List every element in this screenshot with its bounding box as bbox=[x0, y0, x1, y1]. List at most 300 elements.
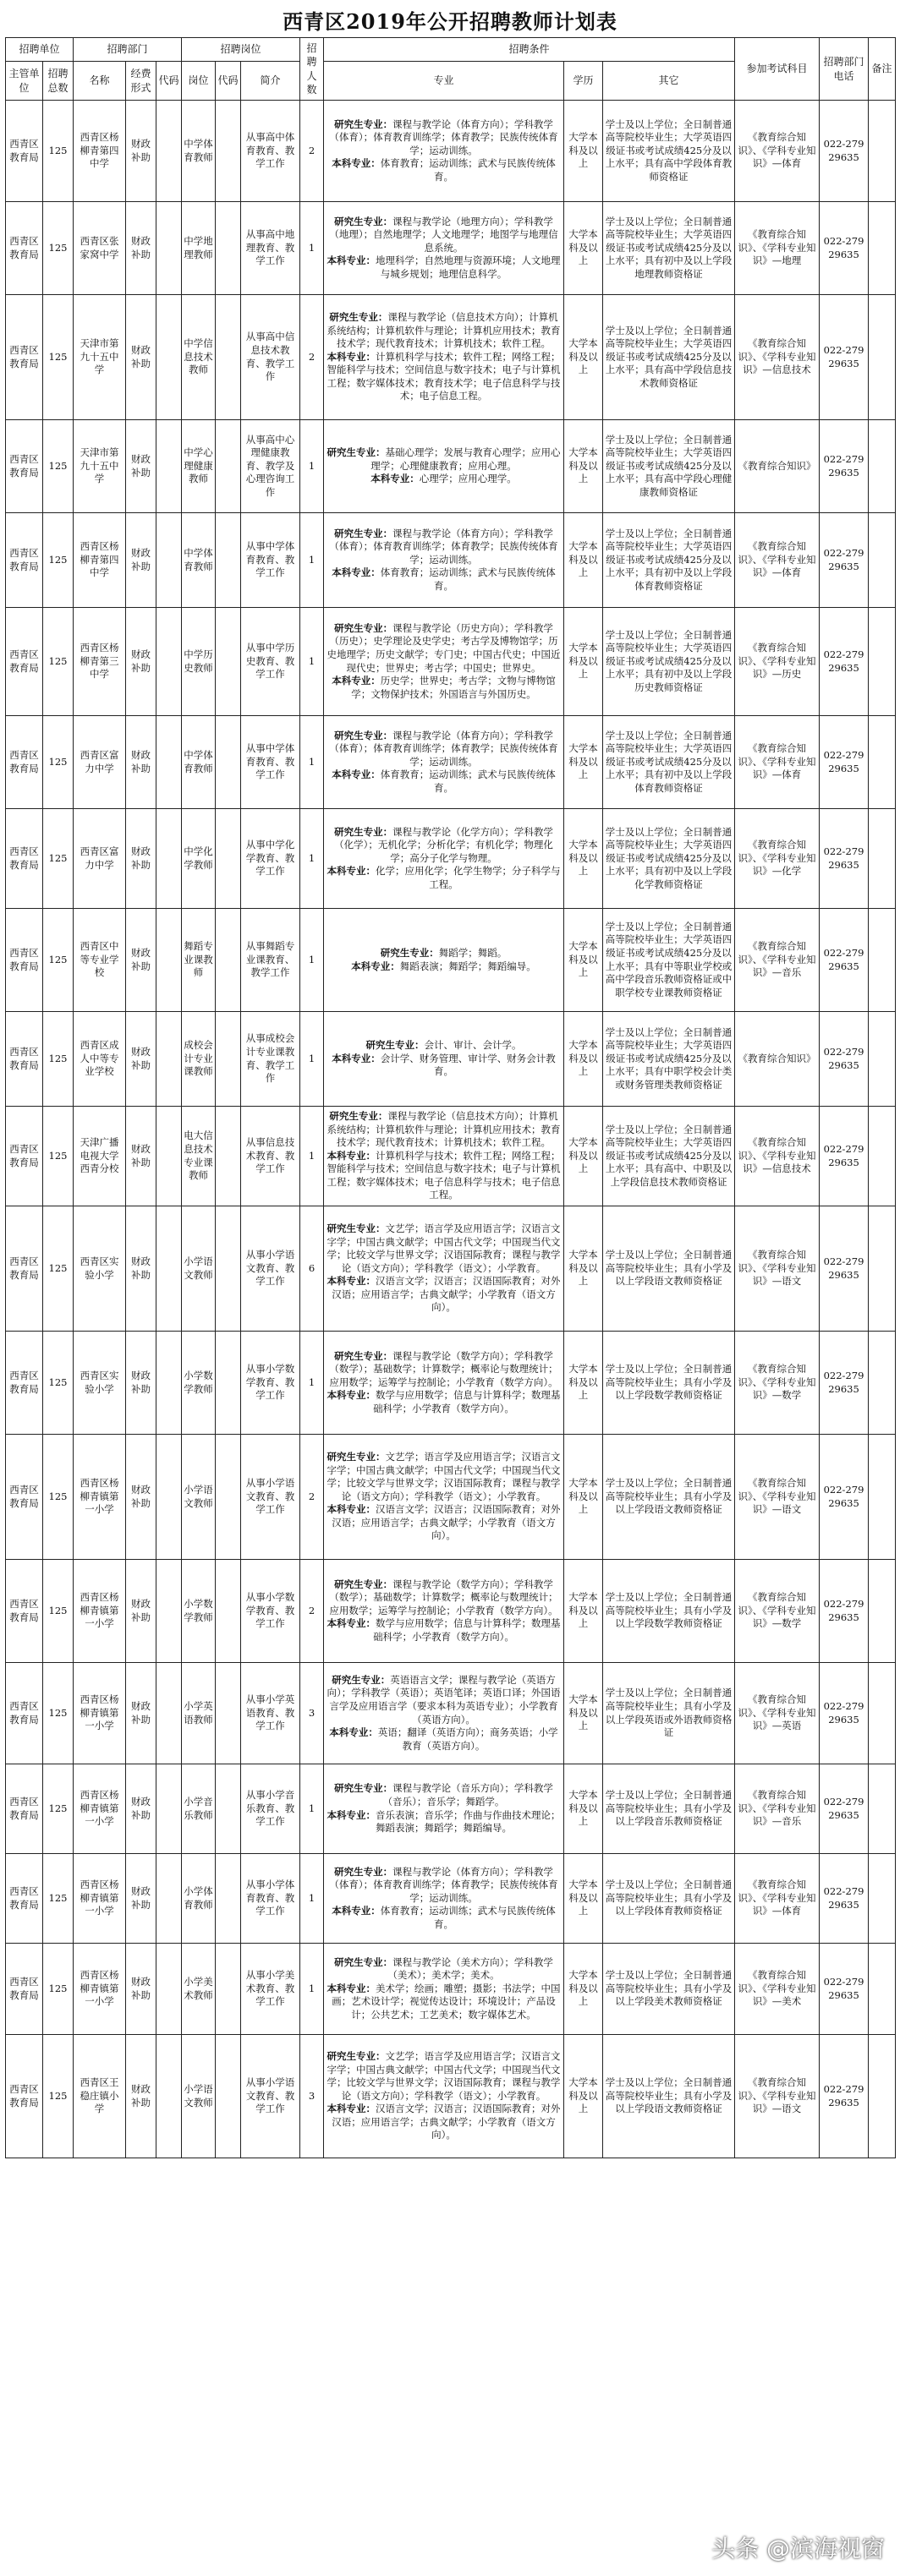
major-line bbox=[326, 1039, 562, 1053]
cell-total: 125 bbox=[43, 1944, 74, 2035]
cell-phone: 022-27929635 bbox=[820, 513, 869, 608]
cell-other: 学士及以上学位；全日制普通高等院校毕业生；具有小学及以上学段体育教师资格证 bbox=[603, 1854, 735, 1944]
major-label: 本科专业： bbox=[327, 1275, 376, 1288]
cell-phone: 022-27929635 bbox=[820, 1560, 869, 1663]
cell-authority: 西青区教育局 bbox=[6, 1206, 43, 1332]
cell-post-code bbox=[216, 1663, 241, 1764]
major-line bbox=[326, 1451, 562, 1503]
cell-dept-name: 西青区杨柳青镇第一小学 bbox=[74, 1663, 126, 1764]
major-line bbox=[326, 566, 562, 593]
cell-fund-type: 财政补助 bbox=[126, 909, 156, 1012]
cell-fund-type: 财政补助 bbox=[126, 1012, 156, 1107]
cell-dept-name: 西青区富力中学 bbox=[74, 809, 126, 909]
cell-exam: 《教育综合知识》、《学科专业知识》—音乐 bbox=[735, 909, 820, 1012]
cell-post-intro: 从事小学语文教育、教学工作 bbox=[241, 1435, 300, 1560]
cell-other: 学士及以上学位；全日制普通高等院校毕业生；大学英语四级证书或考试成绩425分及以上水平；具有高中学段信息技术教师资格证 bbox=[603, 295, 735, 420]
cell-education: 大学本科及以上 bbox=[564, 1206, 603, 1332]
table-row bbox=[6, 1012, 896, 1107]
cell-phone: 022-27929635 bbox=[820, 2035, 869, 2158]
cell-total: 125 bbox=[43, 716, 74, 809]
cell-phone: 022-27929635 bbox=[820, 716, 869, 809]
cell-other: 学士及以上学位；全日制普通高等院校毕业生；具有小学及以上学段语文教师资格证 bbox=[603, 2035, 735, 2158]
cell-dept-code bbox=[156, 202, 182, 295]
cell-post-name: 小学数学教师 bbox=[182, 1332, 216, 1435]
table-row bbox=[6, 1206, 896, 1332]
cell-major bbox=[324, 295, 564, 420]
cell-dept-name: 西青区富力中学 bbox=[74, 716, 126, 809]
cell-dept-code bbox=[156, 1332, 182, 1435]
cell-dept-code bbox=[156, 2035, 182, 2158]
major-line bbox=[326, 1674, 562, 1726]
table-row bbox=[6, 909, 896, 1012]
cell-post-code bbox=[216, 513, 241, 608]
table-row bbox=[6, 295, 896, 420]
table-row bbox=[6, 513, 896, 608]
major-label: 本科专业： bbox=[332, 566, 381, 579]
cell-dept-name: 西青区杨柳青第三中学 bbox=[74, 608, 126, 716]
cell-authority: 西青区教育局 bbox=[6, 1435, 43, 1560]
major-text: 会计、审计、会计学。 bbox=[424, 1039, 522, 1052]
cell-post-name: 小学语文教师 bbox=[182, 1206, 216, 1332]
cell-exam: 《教育综合知识》、《学科专业知识》—体育 bbox=[735, 513, 820, 608]
cell-note bbox=[869, 202, 896, 295]
cell-post-intro: 从事中学体育教育、教学工作 bbox=[241, 513, 300, 608]
cell-authority: 西青区教育局 bbox=[6, 809, 43, 909]
major-line bbox=[326, 1809, 562, 1835]
cell-post-name: 中学体育教师 bbox=[182, 513, 216, 608]
header-intro: 简介 bbox=[241, 62, 300, 101]
cell-phone: 022-27929635 bbox=[820, 1663, 869, 1764]
cell-major bbox=[324, 909, 564, 1012]
cell-education: 大学本科及以上 bbox=[564, 1560, 603, 1663]
cell-note bbox=[869, 295, 896, 420]
major-text: 计算机科学与技术；软件工程；网络工程；智能科学与技术；空间信息与数字技术；电子与计算机工程；数字媒体技术；教育技术学；电子信息科学与技术；电子信息工程。 bbox=[327, 350, 561, 402]
major-label: 本科专业： bbox=[332, 157, 381, 170]
cell-dept-name: 西青区实验小学 bbox=[74, 1332, 126, 1435]
cell-post-code bbox=[216, 1435, 241, 1560]
cell-dept-code bbox=[156, 1560, 182, 1663]
cell-post-intro: 从事高中心理健康教育、教学及心理咨询工作 bbox=[241, 420, 300, 513]
major-line bbox=[326, 622, 562, 675]
cell-dept-code bbox=[156, 101, 182, 202]
cell-dept-name: 天津广播电视大学西青分校 bbox=[74, 1107, 126, 1206]
major-label: 研究生专业： bbox=[334, 527, 393, 539]
cell-post-code bbox=[216, 1012, 241, 1107]
major-line bbox=[326, 960, 562, 974]
cell-phone: 022-27929635 bbox=[820, 809, 869, 909]
cell-post-name: 中学体育教师 bbox=[182, 716, 216, 809]
cell-note bbox=[869, 716, 896, 809]
cell-dept-name: 西青区王稳庄镇小学 bbox=[74, 2035, 126, 2158]
cell-exam: 《教育综合知识》、《学科专业知识》—信息技术 bbox=[735, 295, 820, 420]
major-label: 本科专业： bbox=[327, 1503, 376, 1516]
cell-post-code bbox=[216, 1206, 241, 1332]
major-label: 研究生专业： bbox=[334, 621, 393, 634]
cell-post-code bbox=[216, 202, 241, 295]
cell-count: 3 bbox=[300, 1663, 324, 1764]
table-row bbox=[6, 101, 896, 202]
cell-post-code bbox=[216, 1332, 241, 1435]
header-fund: 经费形式 bbox=[126, 62, 156, 101]
cell-post-intro: 从事小学数学教育、教学工作 bbox=[241, 1560, 300, 1663]
cell-post-name: 中学化学教师 bbox=[182, 809, 216, 909]
cell-dept-name: 西青区实验小学 bbox=[74, 1206, 126, 1332]
table-row bbox=[6, 420, 896, 513]
major-label: 研究生专业： bbox=[334, 1865, 393, 1878]
major-line bbox=[326, 865, 562, 891]
cell-post-code bbox=[216, 1764, 241, 1854]
cell-count: 1 bbox=[300, 608, 324, 716]
major-label: 研究生专业： bbox=[332, 1673, 391, 1686]
cell-fund-type: 财政补助 bbox=[126, 295, 156, 420]
cell-note bbox=[869, 2035, 896, 2158]
cell-major bbox=[324, 1764, 564, 1854]
cell-other: 学士及以上学位；全日制普通高等院校毕业生；具有小学及以上学段音乐教师资格证 bbox=[603, 1764, 735, 1854]
header-dept: 招聘部门 bbox=[74, 38, 182, 62]
cell-dept-name: 西青区杨柳青镇第一小学 bbox=[74, 1435, 126, 1560]
cell-total: 125 bbox=[43, 909, 74, 1012]
major-text: 课程与教学论（历史方向）；学科教学（历史）；史学理论及史学史；考古学及博物馆学；历史地理学；历史文献学；专门史；中国古代史；中国近现代史；世界史；考古学；中国史；世界史。 bbox=[327, 621, 561, 674]
cell-post-code bbox=[216, 608, 241, 716]
cell-education: 大学本科及以上 bbox=[564, 608, 603, 716]
header-major: 专业 bbox=[324, 62, 564, 101]
cell-major bbox=[324, 1206, 564, 1332]
cell-count: 1 bbox=[300, 1107, 324, 1206]
cell-phone: 022-27929635 bbox=[820, 1107, 869, 1206]
cell-other: 学士及以上学位；全日制普通高等院校毕业生；具有小学及以上学段英语或外语教师资格证 bbox=[603, 1663, 735, 1764]
cell-other: 学士及以上学位；全日制普通高等院校毕业生；大学英语四级证书或考试成绩425分及以上水平；具有中等职业学校或高中学段音乐教师资格证或中职学校专业课教师资格证 bbox=[603, 909, 735, 1012]
cell-fund-type: 财政补助 bbox=[126, 716, 156, 809]
major-label: 研究生专业： bbox=[334, 1782, 393, 1795]
header-code: 代码 bbox=[156, 62, 182, 101]
cell-dept-code bbox=[156, 1764, 182, 1854]
cell-count: 2 bbox=[300, 101, 324, 202]
cell-exam: 《教育综合知识》、《学科专业知识》—英语 bbox=[735, 1663, 820, 1764]
major-text: 课程与教学论（体育方向）；学科教学（体育）；体育教育训练学；体育教学；民族传统体育学；运动训练。 bbox=[329, 729, 558, 768]
cell-fund-type: 财政补助 bbox=[126, 1107, 156, 1206]
cell-exam: 《教育综合知识》、《学科专业知识》—体育 bbox=[735, 1854, 820, 1944]
cell-dept-code bbox=[156, 1663, 182, 1764]
cell-major bbox=[324, 1435, 564, 1560]
cell-fund-type: 财政补助 bbox=[126, 513, 156, 608]
major-text: 文艺学；语言学及应用语言学；汉语言文字学；中国古典文献学；中国古代文学；中国现当代文学；比较文学与世界文学；汉语国际教育；课程与教学论（语文方向）；学科教学（语文）；小学教育。 bbox=[327, 1451, 561, 1502]
cell-dept-code bbox=[156, 809, 182, 909]
cell-education: 大学本科及以上 bbox=[564, 202, 603, 295]
major-text: 地理科学；自然地理与资源环境；人文地理与城乡规划；地理信息科学。 bbox=[376, 254, 561, 280]
cell-other: 学士及以上学位；全日制普通高等院校毕业生；大学英语四级证书或考试成绩425分及以上水平；具有初中及以上学段体育教师资格证 bbox=[603, 716, 735, 809]
table-row bbox=[6, 2035, 896, 2158]
cell-total: 125 bbox=[43, 1435, 74, 1560]
cell-exam: 《教育综合知识》 bbox=[735, 420, 820, 513]
cell-total: 125 bbox=[43, 1012, 74, 1107]
cell-fund-type: 财政补助 bbox=[126, 1663, 156, 1764]
header-count: 招聘人数 bbox=[300, 38, 324, 101]
cell-education: 大学本科及以上 bbox=[564, 809, 603, 909]
cell-total: 125 bbox=[43, 513, 74, 608]
cell-other: 学士及以上学位；全日制普通高等院校毕业生；大学英语四级证书或考试成绩425分及以上水平；具有初中及以上学段地理教师资格证 bbox=[603, 202, 735, 295]
cell-exam: 《教育综合知识》、《学科专业知识》—语文 bbox=[735, 2035, 820, 2158]
header-exam: 参加考试科目 bbox=[735, 38, 820, 101]
cell-count: 1 bbox=[300, 1332, 324, 1435]
cell-count: 3 bbox=[300, 2035, 324, 2158]
cell-exam: 《教育综合知识》、《学科专业知识》—体育 bbox=[735, 101, 820, 202]
header-other: 其它 bbox=[603, 62, 735, 101]
cell-post-intro: 从事小学数学教育、教学工作 bbox=[241, 1332, 300, 1435]
cell-post-name: 小学英语教师 bbox=[182, 1663, 216, 1764]
cell-post-name: 小学数学教师 bbox=[182, 1560, 216, 1663]
cell-other: 学士及以上学位；全日制普通高等院校毕业生；具有小学及以上学段语文教师资格证 bbox=[603, 1206, 735, 1332]
cell-count: 2 bbox=[300, 1560, 324, 1663]
major-label: 研究生专业： bbox=[334, 1349, 393, 1362]
cell-count: 1 bbox=[300, 513, 324, 608]
cell-note bbox=[869, 1854, 896, 1944]
major-text: 课程与教学论（音乐方向）；学科教学（音乐）；音乐学；舞蹈学。 bbox=[382, 1782, 553, 1808]
cell-fund-type: 财政补助 bbox=[126, 1854, 156, 1944]
cell-exam: 《教育综合知识》、《学科专业知识》—数学 bbox=[735, 1560, 820, 1663]
cell-post-intro: 从事小学英语教育、教学工作 bbox=[241, 1663, 300, 1764]
cell-dept-name: 西青区中等专业学校 bbox=[74, 909, 126, 1012]
cell-other: 学士及以上学位；全日制普通高等院校毕业生；大学英语四级证书或考试成绩425分及以上水平；具有高中学段体育教师资格证 bbox=[603, 101, 735, 202]
cell-education: 大学本科及以上 bbox=[564, 1663, 603, 1764]
major-text: 课程与教学论（体育方向）；学科教学（体育）；体育教育训练学；体育教学；民族传统体育学；运动训练。 bbox=[329, 1865, 558, 1904]
cell-phone: 022-27929635 bbox=[820, 1764, 869, 1854]
cell-note bbox=[869, 513, 896, 608]
cell-dept-name: 西青区张家窝中学 bbox=[74, 202, 126, 295]
major-text: 数学与应用数学；信息与计算科学；数理基础科学；小学教育（数学方向）。 bbox=[373, 1389, 561, 1414]
major-line bbox=[326, 1110, 562, 1150]
major-text: 心理学；应用心理学。 bbox=[419, 473, 517, 485]
cell-post-intro: 从事小学美术教育、教学工作 bbox=[241, 1944, 300, 2035]
cell-dept-code bbox=[156, 295, 182, 420]
cell-note bbox=[869, 101, 896, 202]
major-line bbox=[326, 947, 562, 960]
cell-post-name: 电大信息技术专业课教师 bbox=[182, 1107, 216, 1206]
cell-phone: 022-27929635 bbox=[820, 1012, 869, 1107]
major-text: 体育教育；运动训练；武术与民族传统体育。 bbox=[380, 566, 556, 592]
cell-post-name: 中学地理教师 bbox=[182, 202, 216, 295]
major-line bbox=[326, 446, 562, 473]
table-row bbox=[6, 716, 896, 809]
cell-post-code bbox=[216, 716, 241, 809]
cell-note bbox=[869, 809, 896, 909]
major-label: 研究生专业： bbox=[334, 1955, 393, 1968]
major-text: 文艺学；语言学及应用语言学；汉语言文字学；中国古典文献学；中国古代文学；中国现当代文学；比较文学与世界文学；汉语国际教育；课程与教学论（语文方向）；学科教学（语文）；小学教育。 bbox=[327, 2050, 561, 2102]
major-text: 历史学；世界史；考古学；文物与博物馆学；文物保护技术；外国语言与外国历史。 bbox=[351, 675, 556, 700]
cell-authority: 西青区教育局 bbox=[6, 1764, 43, 1854]
major-text: 英语语言文学；课程与教学论（英语方向）；学科教学（英语）；英语笔译；英语口译；外国语言学及应用语言学（要求本科为英语专业）；小学教育（英语方向）。 bbox=[327, 1673, 561, 1726]
cell-dept-code bbox=[156, 1944, 182, 2035]
cell-note bbox=[869, 608, 896, 716]
cell-authority: 西青区教育局 bbox=[6, 608, 43, 716]
cell-count: 1 bbox=[300, 420, 324, 513]
cell-total: 125 bbox=[43, 202, 74, 295]
cell-fund-type: 财政补助 bbox=[126, 1435, 156, 1560]
cell-major bbox=[324, 1107, 564, 1206]
cell-authority: 西青区教育局 bbox=[6, 1012, 43, 1107]
major-text: 文艺学；语言学及应用语言学；汉语言文字学；中国古典文献学；中国古代文学；中国现当代文学；比较文学与世界文学；汉语国际教育；课程与教学论（语文方向）；学科教学（语文）；小学教育。 bbox=[327, 1222, 561, 1274]
header-name: 名称 bbox=[74, 62, 126, 101]
major-text: 课程与教学论（信息技术方向）；计算机系统结构；计算机软件与理论；计算机应用技术；教育技术学；现代教育技术；计算机技术；软件工程。 bbox=[327, 1110, 561, 1149]
major-text: 课程与教学论（数学方向）；学科教学（数学）；基础数学；计算数学；概率论与数理统计；应用数学；运筹学与控制论；小学教育（数学方向）。 bbox=[329, 1349, 558, 1388]
major-line bbox=[326, 1983, 562, 2022]
cell-major bbox=[324, 1560, 564, 1663]
cell-education: 大学本科及以上 bbox=[564, 909, 603, 1012]
major-text: 音乐表演；音乐学；作曲与作曲技术理论；舞蹈表演；舞蹈学；舞蹈编导。 bbox=[376, 1808, 561, 1835]
cell-authority: 西青区教育局 bbox=[6, 295, 43, 420]
major-line bbox=[326, 1150, 562, 1202]
cell-education: 大学本科及以上 bbox=[564, 101, 603, 202]
cell-phone: 022-27929635 bbox=[820, 608, 869, 716]
table-row bbox=[6, 202, 896, 295]
cell-count: 2 bbox=[300, 1435, 324, 1560]
cell-exam: 《教育综合知识》、《学科专业知识》—历史 bbox=[735, 608, 820, 716]
major-text: 美术学；绘画；雕塑；摄影；书法学；中国画；艺术设计学；视觉传达设计；环境设计；产品设计；公共艺术；工艺美术；数字媒体艺术。 bbox=[332, 1982, 561, 2021]
cell-phone: 022-27929635 bbox=[820, 295, 869, 420]
cell-post-name: 小学语文教师 bbox=[182, 1435, 216, 1560]
cell-phone: 022-27929635 bbox=[820, 1206, 869, 1332]
cell-exam: 《教育综合知识》、《学科专业知识》—化学 bbox=[735, 809, 820, 909]
major-line bbox=[326, 473, 562, 486]
major-label: 研究生专业： bbox=[365, 1039, 425, 1052]
cell-major bbox=[324, 1663, 564, 1764]
major-text: 课程与教学论（信息技术方向）；计算机系统结构；计算机软件与理论；计算机应用技术；教育技术学；现代教育技术；计算机技术；软件工程。 bbox=[327, 311, 561, 350]
major-text: 计算机科学与技术；软件工程；网络工程；智能科学与技术；空间信息与数字技术；电子与计算机工程；数字媒体技术；电子信息科学与技术；电子信息工程。 bbox=[327, 1149, 561, 1201]
cell-major bbox=[324, 101, 564, 202]
cell-phone: 022-27929635 bbox=[820, 909, 869, 1012]
cell-phone: 022-27929635 bbox=[820, 1435, 869, 1560]
cell-other: 学士及以上学位；全日制普通高等院校毕业生；具有小学及以上学段数学教师资格证 bbox=[603, 1560, 735, 1663]
cell-education: 大学本科及以上 bbox=[564, 295, 603, 420]
cell-dept-code bbox=[156, 909, 182, 1012]
cell-post-name: 中学历史教师 bbox=[182, 608, 216, 716]
cell-total: 125 bbox=[43, 420, 74, 513]
major-line bbox=[326, 118, 562, 158]
table-row bbox=[6, 1663, 896, 1764]
cell-fund-type: 财政补助 bbox=[126, 608, 156, 716]
major-line bbox=[326, 1503, 562, 1543]
cell-post-name: 中学信息技术教师 bbox=[182, 295, 216, 420]
cell-authority: 西青区教育局 bbox=[6, 202, 43, 295]
major-label: 本科专业： bbox=[327, 1808, 376, 1821]
cell-exam: 《教育综合知识》、《学科专业知识》—地理 bbox=[735, 202, 820, 295]
major-label: 研究生专业： bbox=[327, 1451, 386, 1463]
cell-dept-name: 西青区成人中等专业学校 bbox=[74, 1012, 126, 1107]
major-label: 研究生专业： bbox=[334, 1578, 393, 1590]
major-text: 基础心理学；发展与教育心理学；应用心理学；心理健康教育；应用心理。 bbox=[370, 446, 561, 472]
cell-authority: 西青区教育局 bbox=[6, 101, 43, 202]
cell-post-intro: 从事高中体育教育、教学工作 bbox=[241, 101, 300, 202]
cell-phone: 022-27929635 bbox=[820, 1332, 869, 1435]
cell-fund-type: 财政补助 bbox=[126, 1560, 156, 1663]
cell-count: 1 bbox=[300, 809, 324, 909]
major-label: 本科专业： bbox=[332, 675, 381, 687]
major-label: 本科专业： bbox=[332, 768, 381, 781]
header-note: 备注 bbox=[869, 38, 896, 101]
table-row bbox=[6, 1854, 896, 1944]
cell-post-code bbox=[216, 909, 241, 1012]
major-label: 研究生专业： bbox=[327, 2050, 386, 2063]
cell-total: 125 bbox=[43, 1206, 74, 1332]
cell-dept-code bbox=[156, 513, 182, 608]
cell-post-name: 成校会计专业课教师 bbox=[182, 1012, 216, 1107]
cell-dept-code bbox=[156, 716, 182, 809]
major-line bbox=[326, 2050, 562, 2103]
cell-authority: 西青区教育局 bbox=[6, 2035, 43, 2158]
cell-major bbox=[324, 1012, 564, 1107]
cell-other: 学士及以上学位；全日制普通高等院校毕业生；大学英语四级证书或考试成绩425分及以上水平；具有初中及以上学段体育教师资格证 bbox=[603, 513, 735, 608]
cell-exam: 《教育综合知识》、《学科专业知识》—美术 bbox=[735, 1944, 820, 2035]
header-post-name: 岗位 bbox=[182, 62, 216, 101]
major-line bbox=[326, 768, 562, 795]
major-line bbox=[326, 351, 562, 403]
cell-post-intro: 从事中学体育教育、教学工作 bbox=[241, 716, 300, 809]
watermark: 头条 @滨海视窗 bbox=[711, 2535, 885, 2562]
cell-count: 1 bbox=[300, 909, 324, 1012]
cell-total: 125 bbox=[43, 1764, 74, 1854]
cell-education: 大学本科及以上 bbox=[564, 1332, 603, 1435]
cell-total: 125 bbox=[43, 608, 74, 716]
major-line bbox=[326, 1956, 562, 1983]
major-text: 化学；应用化学；化学生物学；分子科学与工程。 bbox=[376, 865, 561, 890]
table-row bbox=[6, 608, 896, 716]
table-row bbox=[6, 1764, 896, 1854]
header-post-code: 代码 bbox=[216, 62, 241, 101]
cell-major bbox=[324, 1944, 564, 2035]
cell-fund-type: 财政补助 bbox=[126, 420, 156, 513]
cell-count: 1 bbox=[300, 1012, 324, 1107]
major-text: 体育教育；运动训练；武术与民族传统体育。 bbox=[380, 768, 556, 794]
cell-education: 大学本科及以上 bbox=[564, 2035, 603, 2158]
major-label: 本科专业： bbox=[327, 2103, 376, 2115]
cell-authority: 西青区教育局 bbox=[6, 1560, 43, 1663]
cell-authority: 西青区教育局 bbox=[6, 909, 43, 1012]
cell-major bbox=[324, 420, 564, 513]
major-text: 数学与应用数学；信息与计算科学；数理基础科学；小学教育（数学方向）。 bbox=[373, 1617, 561, 1643]
cell-other: 学士及以上学位；全日制普通高等院校毕业生；大学英语四级证书或考试成绩425分及以上水平；具有中职学校会计类或财务管理类教师资格证 bbox=[603, 1012, 735, 1107]
cell-other: 学士及以上学位；全日制普通高等院校毕业生；大学英语四级证书或考试成绩425分及以上水平；具有高中学段心理健康教师资格证 bbox=[603, 420, 735, 513]
cell-exam: 《教育综合知识》、《学科专业知识》—信息技术 bbox=[735, 1107, 820, 1206]
cell-major bbox=[324, 716, 564, 809]
cell-post-intro: 从事中学化学教育、教学工作 bbox=[241, 809, 300, 909]
cell-post-name: 小学美术教师 bbox=[182, 1944, 216, 2035]
cell-post-code bbox=[216, 1944, 241, 2035]
cell-total: 125 bbox=[43, 2035, 74, 2158]
major-text: 汉语言文学；汉语言；汉语国际教育；对外汉语；应用语言学；古典文献学；小学教育（语文方向）。 bbox=[332, 1275, 561, 1314]
cell-dept-code bbox=[156, 1206, 182, 1332]
cell-authority: 西青区教育局 bbox=[6, 716, 43, 809]
major-line bbox=[326, 1350, 562, 1390]
cell-major bbox=[324, 202, 564, 295]
table-row bbox=[6, 1435, 896, 1560]
major-label: 研究生专业： bbox=[327, 1222, 386, 1235]
cell-post-name: 中学体育教师 bbox=[182, 101, 216, 202]
major-label: 研究生专业： bbox=[327, 446, 386, 459]
cell-education: 大学本科及以上 bbox=[564, 1012, 603, 1107]
major-label: 研究生专业： bbox=[329, 1110, 388, 1123]
cell-post-intro: 从事高中地理教育、教学工作 bbox=[241, 202, 300, 295]
major-label: 研究生专业： bbox=[334, 825, 393, 838]
cell-authority: 西青区教育局 bbox=[6, 1944, 43, 2035]
cell-dept-name: 西青区杨柳青第四中学 bbox=[74, 513, 126, 608]
major-line bbox=[326, 826, 562, 866]
major-line bbox=[326, 1726, 562, 1753]
cell-count: 1 bbox=[300, 1854, 324, 1944]
cell-total: 125 bbox=[43, 1663, 74, 1764]
header-edu: 学历 bbox=[564, 62, 603, 101]
cell-other: 学士及以上学位；全日制普通高等院校毕业生；具有小学及以上学段美术教师资格证 bbox=[603, 1944, 735, 2035]
header-post: 招聘岗位 bbox=[182, 38, 300, 62]
cell-fund-type: 财政补助 bbox=[126, 1764, 156, 1854]
